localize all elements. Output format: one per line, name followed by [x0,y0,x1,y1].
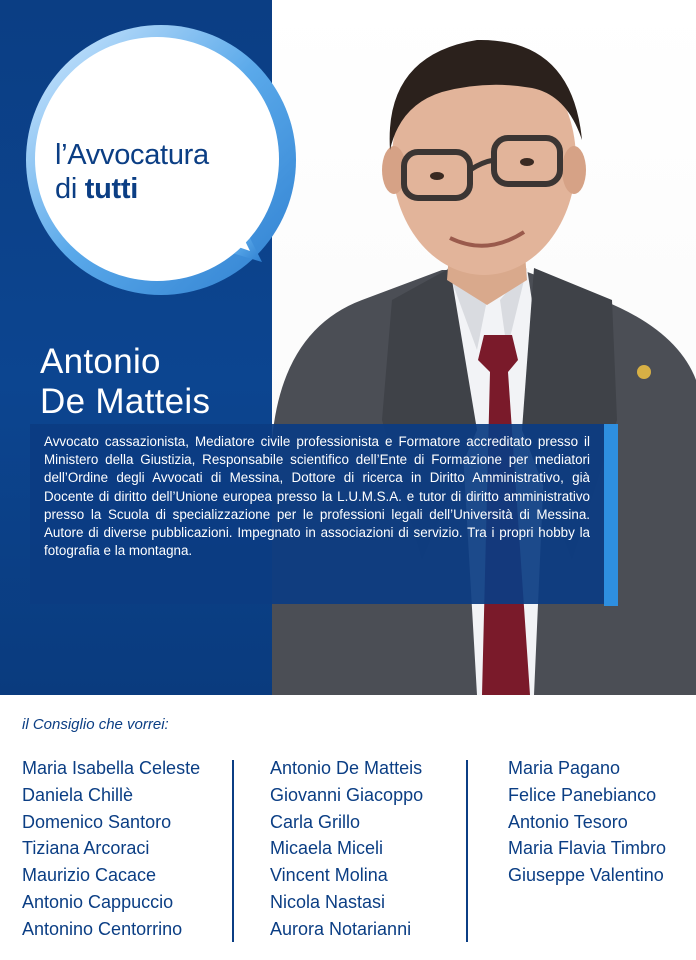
council-member: Aurora Notarianni [270,918,412,939]
council-column-2 [270,755,423,943]
council-member: Antonio Tesoro [508,811,628,832]
slogan-line-2 [55,172,209,206]
column-divider-2 [466,760,468,942]
council-member: Antonio De Matteis [270,758,423,778]
council-column-1 [22,755,200,943]
bio-box [30,424,604,604]
council-member: Antonio Cappuccio [22,891,174,912]
council-member: Maria Flavia Timbro [508,838,667,859]
bio-text: Avvocato cassazionista, Mediatore civile professionista e Formatore accreditato presso il Ministero della Giustizia, Responsabile scientifico dell’Ente di Formazione per mediatori dell’Ordine degli Avvocati di Messina, Dottore di ricerca in Diritto Amministrativo, già Docente di diritto dell’Unione europea presso la L.U.M.S.A. e tutor di diritto amministrativo presso la Scuola di specializzazione per le professioni legali dell’Università di Messina. Autore di diverse pubblicazioni. Impegnato in associazioni di servizio. Tra i propri hobby la fotografia e la montagna. [44,434,590,559]
slogan [55,138,209,206]
council-member: Nicola Nastasi [270,891,386,912]
slogan-line-1: l’Avvocatura [55,139,209,171]
council-member: Giuseppe Valentino [508,865,664,886]
council-member: Tiziana Arcoraci [22,838,150,859]
council-member: Maria Pagano [508,758,621,778]
council-member: Antonino Centorrino [22,918,183,939]
council-member: Daniela Chillè [22,784,134,805]
column-divider-1 [232,760,234,942]
slogan-bold: tutti [84,173,138,205]
council-member: Vincent Molina [270,865,388,886]
speech-bubble [0,0,330,310]
council-member: Giovanni Giacoppo [270,784,424,805]
candidate-name [40,342,210,422]
council-column-3 [508,755,666,889]
council-member: Felice Panebianco [508,784,657,805]
council-member: Domenico Santoro [22,811,172,832]
council-member: Maurizio Cacace [22,865,157,886]
council-member: Carla Grillo [270,811,361,832]
council-label: il Consiglio che vorrei: [22,716,169,733]
bio-accent-bar [604,424,618,606]
candidate-last-name: De Matteis [40,382,211,421]
council-member: Micaela Miceli [270,838,384,859]
slogan-prefix: di [55,173,85,205]
candidate-first-name: Antonio [40,342,161,381]
council-member: Maria Isabella Celeste [22,758,201,778]
